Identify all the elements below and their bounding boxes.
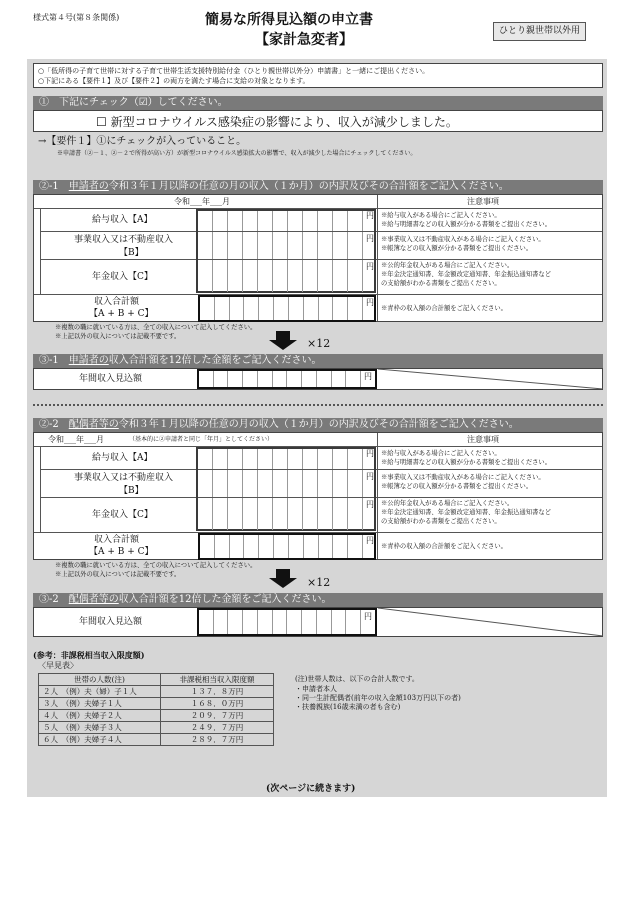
amount-input-C[interactable]	[198, 498, 363, 530]
row-label: 給与収入【A】	[92, 453, 153, 463]
column-header: 世帯の人数(注)	[39, 674, 161, 686]
total-formula: 【A + B + C】	[89, 547, 154, 557]
multiplier: ×12	[307, 576, 331, 589]
total-label: 収入合計額	[94, 535, 140, 545]
row-label: 年金収入【C】	[92, 510, 153, 520]
multiplier: ×12	[307, 337, 331, 350]
row-note: ※事業収入又は不動産収入がある場合にご記入ください。 ※帳簿などの収入額が分かる書類をご提出ください。	[381, 236, 545, 252]
page-subtitle: 【家計急変者】	[255, 32, 353, 48]
row-label: 【B】	[119, 248, 144, 258]
yen-unit: 円	[366, 211, 374, 220]
section31-header: ③-1 申請者の収入合計額を12倍した金額をご記入ください。	[33, 354, 603, 368]
total-input[interactable]	[200, 535, 363, 558]
section32-row	[33, 607, 603, 637]
section21-instruction: 令和３年１月以降の任意の月の収入（１か月）の内訳及びその合計額をご記入ください。	[108, 181, 509, 192]
table-row: ５人 （例）夫婦子３人 ２４９．７万円	[39, 722, 274, 734]
total-label: 収入合計額	[94, 297, 140, 307]
annual-input[interactable]	[199, 610, 361, 634]
period-note: （基本的に②申請者と同じ「年月」としてください）	[129, 436, 274, 443]
total-note: ※青枠の収入額の合計額をご記入ください。	[381, 305, 507, 312]
notes-header: 注意事項	[467, 435, 499, 444]
checkbox-label: 新型コロナウイルス感染症の影響により、収入が減少しました。	[110, 115, 458, 129]
diagonal-slash	[378, 608, 603, 636]
section22-table	[33, 432, 603, 560]
amount-input-C[interactable]	[198, 260, 363, 292]
household-note: (注)世帯人数は、以下の合計人数です。 ・申請者本人 ・同一生計配偶者(前年の収入金額103万円以下の者) ・扶養親族(16歳未満の者も含む)	[295, 675, 461, 711]
column-header: 非課税相当収入限度額	[161, 674, 274, 686]
period-field[interactable]: 令和___年___月	[48, 435, 104, 444]
section22-header: ②-2 配偶者等の令和３年１月以降の任意の月の収入（１か月）の内訳及びその合計額をご記入ください。	[33, 418, 603, 432]
down-arrow-icon	[269, 578, 297, 588]
intro-box	[33, 63, 603, 88]
amount-input-A[interactable]	[198, 449, 363, 469]
section1-header: ① 下記にチェック（☑）してください。	[33, 96, 603, 110]
annual-input[interactable]	[199, 371, 361, 387]
row-label: 事業収入又は不動産収入	[74, 473, 174, 483]
row-note: ※事業収入又は不動産収入がある場合にご記入ください。 ※帳簿などの収入額が分かる書類をご提出ください。	[381, 474, 545, 490]
row-label: 年金収入【C】	[92, 272, 153, 282]
down-arrow-icon	[276, 331, 290, 340]
checkbox-icon[interactable]: ☐	[96, 115, 107, 129]
section32-header: ③-2 配偶者等の収入合計額を12倍した金額をご記入ください。	[33, 593, 603, 607]
yen-unit: 円	[366, 500, 374, 509]
section21-subject: 申請者の	[68, 181, 109, 192]
amount-input-B[interactable]	[198, 470, 363, 497]
page-title: 簡易な所得見込額の申立書	[205, 12, 373, 28]
row-note: ※給与収入がある場合にご記入ください。 ※給与明細書などの収入額が分かる書類をご提出ください。	[381, 450, 552, 466]
section1-box	[33, 110, 603, 132]
yen-unit: 円	[366, 472, 374, 481]
reference-title: (参考：非課税相当収入限度額)	[33, 650, 145, 660]
reference-table	[38, 673, 274, 746]
yen-unit: 円	[366, 234, 374, 243]
row-label: 事業収入又は不動産収入	[74, 235, 174, 245]
total-note: ※青枠の収入額の合計額をご記入ください。	[381, 543, 507, 550]
intro-line-2: ○下記にある【要件１】及び【要件２】の両方を満たす場合に支給の対象となります。	[38, 77, 310, 85]
down-arrow-icon	[269, 340, 297, 350]
footnote-2: ※上記以外の収入については記載不要です。	[55, 333, 181, 340]
section21-table	[33, 194, 603, 322]
yen-unit: 円	[366, 449, 374, 458]
period-field[interactable]: 令和___年___月	[174, 197, 230, 206]
footnote-1: ※複数の職に就いている方は、全ての収入について記入してください。	[55, 324, 257, 331]
section21-number: ②-1	[39, 181, 59, 192]
yen-unit: 円	[366, 298, 374, 307]
table-row: ２人 （例）夫（婦）子１人 １３７．８万円	[39, 686, 274, 698]
table-row: ４人 （例）夫婦子２人 ２０９．７万円	[39, 710, 274, 722]
reference-subtitle: 〈早見表〉	[38, 661, 78, 670]
annual-label: 年間収入見込額	[79, 374, 143, 384]
row-note: ※給与収入がある場合にご記入ください。 ※給与明細書などの収入額が分かる書類をご提出ください。	[381, 212, 552, 228]
table-header-row	[39, 674, 274, 686]
annual-label: 年間収入見込額	[79, 617, 143, 627]
footnote-1: ※複数の職に就いている方は、全ての収入について記入してください。	[55, 562, 257, 569]
form-number: 様式第４号(第８条関係)	[33, 13, 120, 22]
row-note: ※公的年金収入がある場合にご記入ください。 ※年金決定通知書、年金額改定通知書、年金振込通知書など の支給額がわかる書類をご提出ください。	[381, 500, 552, 525]
row-label: 【B】	[119, 486, 144, 496]
amount-input-B[interactable]	[198, 232, 363, 259]
footnote-2: ※上記以外の収入については記載不要です。	[55, 571, 181, 578]
requirement-1-note: ※申請書（②－１、②－２で所得が高い方）が新型コロナウイルス感染拡大の影響で、収入が減少した場合にチェックしてください。	[57, 150, 417, 157]
row-label: 給与収入【A】	[92, 215, 153, 225]
section31-row	[33, 368, 603, 390]
row-note: ※公的年金収入がある場合にご記入ください。 ※年金決定通知書、年金額改定通知書、年金振込通知書など の支給額がわかる書類をご提出ください。	[381, 262, 552, 287]
total-formula: 【A + B + C】	[89, 309, 154, 319]
continue-note: (次ページに続きます)	[266, 784, 356, 794]
amount-input-A[interactable]	[198, 211, 363, 231]
category-badge: ひとり親世帯以外用	[493, 22, 586, 41]
checkbox-row[interactable]	[96, 116, 458, 128]
down-arrow-icon	[276, 569, 290, 578]
requirement-1: →【要件１】①にチェックが入っていること。	[38, 136, 247, 147]
table-row: ６人 （例）夫婦子４人 ２８９．７万円	[39, 734, 274, 746]
notes-header: 注意事項	[467, 197, 499, 206]
total-input[interactable]	[200, 297, 363, 320]
yen-unit: 円	[366, 536, 374, 545]
yen-unit: 円	[364, 612, 372, 621]
diagonal-slash	[378, 369, 603, 389]
yen-unit: 円	[366, 262, 374, 271]
divider	[33, 404, 603, 406]
section21-header	[33, 180, 603, 194]
table-row: ３人 （例）夫婦子１人 １６８．０万円	[39, 698, 274, 710]
yen-unit: 円	[364, 372, 372, 381]
intro-line-1: ○「低所得の子育て世帯に対する子育て世帯生活支援特別給付金（ひとり親世帯以外分）申請書」と一緒にご提出ください。	[38, 67, 430, 75]
